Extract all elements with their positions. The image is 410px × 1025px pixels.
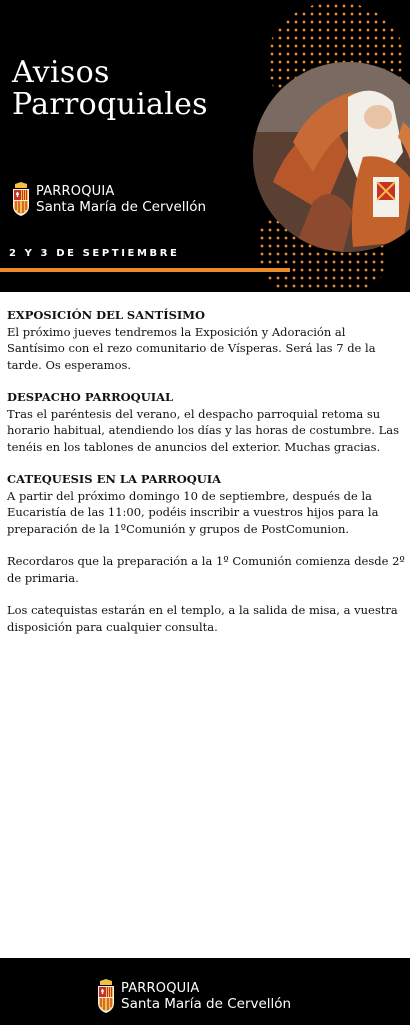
brand-line-2: Santa María de Cervellón <box>36 198 207 215</box>
paragraph-gap <box>7 586 405 602</box>
notice-section <box>7 307 405 373</box>
footer-banner <box>0 958 410 1025</box>
accent-divider <box>0 268 290 272</box>
title-line-1: Avisos <box>12 55 110 90</box>
date-label: 2 Y 3 DE SEPTIEMBRE <box>9 248 180 259</box>
parish-shield-icon <box>96 979 116 1013</box>
section-heading: CATEQUESIS EN LA PARROQUIA <box>7 472 222 486</box>
section-paragraph: Recordaros que la preparación a la 1º Comunión comienza desde 2º de primaria. <box>7 554 405 585</box>
parish-name <box>36 184 206 215</box>
footer-parish-brand <box>96 979 291 1013</box>
section-paragraph: Tras el paréntesis del verano, el despacho parroquial retoma su horario habitual, atendiendo los días y las horas de costumbre. Las tenéis en los tablones de anuncios del exterior. Muchas gracias. <box>7 406 399 454</box>
section-heading: DESPACHO PARROQUIAL <box>7 390 174 404</box>
section-paragraph: A partir del próximo domingo 10 de septiembre, después de la Eucaristía de las 11:00, podéis inscribir a vuestros hijos para la preparación de la 1ºComunión y grupos de PostComunion. <box>7 488 379 536</box>
brand-line-2: Santa María de Cervellón <box>121 995 292 1012</box>
footer-parish-name <box>121 981 291 1012</box>
paragraph-gap <box>7 537 405 553</box>
parish-shield-icon <box>11 182 31 216</box>
section-heading: EXPOSICIÓN DEL SANTÍSIMO <box>7 308 206 322</box>
header-banner <box>0 0 410 292</box>
title-line-2: Parroquiales <box>12 87 208 122</box>
notices-content <box>7 307 405 651</box>
notice-section <box>7 471 405 635</box>
page-title <box>12 57 262 121</box>
notice-section <box>7 389 405 455</box>
parish-brand <box>11 182 206 216</box>
brand-line-1: PARROQUIA <box>121 980 200 996</box>
brand-line-1: PARROQUIA <box>36 183 115 199</box>
section-paragraph: Los catequistas estarán en el templo, a la salida de misa, a vuestra disposición para cualquier consulta. <box>7 603 398 634</box>
section-paragraph: El próximo jueves tendremos la Exposición y Adoración al Santísimo con el rezo comunitario de Vísperas. Será las 7 de la tarde. Os esperamos. <box>7 324 376 372</box>
